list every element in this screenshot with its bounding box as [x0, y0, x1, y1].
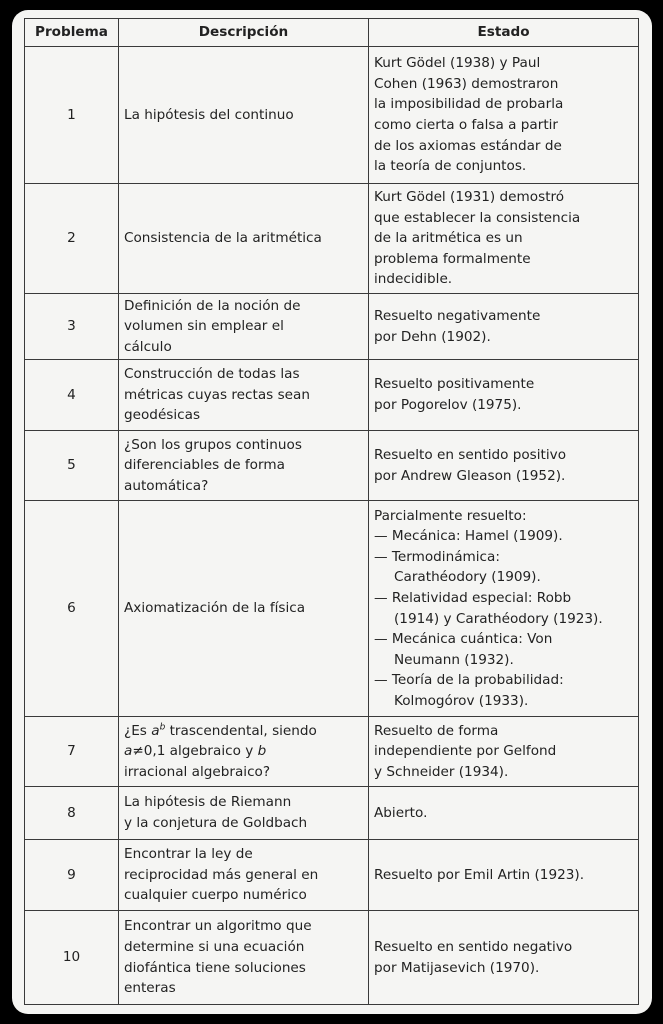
status-line: Resuelto en sentido positivo	[374, 446, 567, 463]
table-row	[25, 501, 639, 717]
problem-number: 8	[25, 787, 119, 840]
description-line: ¿Son los grupos continuos	[124, 436, 302, 453]
status-line: indecidible.	[374, 271, 453, 288]
status-item: — Relatividad especial: Robb	[374, 589, 572, 606]
problem-description	[119, 360, 369, 431]
description-line: diferenciables de forma	[124, 457, 285, 474]
problem-status	[369, 717, 639, 787]
table-row	[25, 294, 639, 360]
description-line: reciprocidad más general en	[124, 866, 319, 883]
description-line: cálculo	[124, 338, 172, 355]
description-line: determine si una ecuación	[124, 938, 305, 955]
description-line: enteras	[124, 980, 176, 997]
problem-description: Axiomatización de la física	[119, 501, 369, 717]
status-item: — Mecánica cuántica: Von	[374, 631, 553, 648]
description-line: irracional algebraico?	[124, 763, 271, 780]
status-line: Resuelto en sentido negativo	[374, 938, 573, 955]
problem-description	[119, 787, 369, 840]
problem-number: 9	[25, 840, 119, 911]
description-line: Encontrar un algoritmo que	[124, 918, 312, 935]
status-line: Resuelto negativamente	[374, 307, 541, 324]
description-line: Encontrar la ley de	[124, 846, 253, 863]
status-line: que establecer la consistencia	[374, 209, 581, 226]
status-line: Resuelto positivamente	[374, 376, 535, 393]
problem-description	[119, 840, 369, 911]
status-item: — Mecánica: Hamel (1909).	[374, 528, 563, 545]
status-line: por Pogorelov (1975).	[374, 397, 522, 413]
description-line: métricas cuyas rectas sean	[124, 386, 310, 403]
status-item-cont: Carathéodory (1909).	[394, 569, 541, 586]
status-line: Kurt Gödel (1931) demostró	[374, 189, 565, 206]
status-line: de los axiomas estándar de	[374, 137, 562, 154]
table-row	[25, 184, 639, 294]
header-estado: Estado	[369, 19, 639, 47]
problem-status	[369, 787, 639, 840]
problem-description: La hipótesis del continuo	[119, 47, 369, 184]
description-line: cualquier cuerpo numérico	[124, 887, 307, 904]
status-line: Cohen (1963) demostraron	[374, 75, 559, 92]
problem-status	[369, 911, 639, 1005]
status-item-cont: (1914) y Carathéodory (1923).	[394, 610, 603, 627]
table-row	[25, 717, 639, 787]
header-row	[25, 19, 639, 47]
status-intro: Parcialmente resuelto:	[374, 507, 527, 524]
status-line: independiente por Gelfond	[374, 743, 557, 760]
status-line: de la aritmética es un	[374, 230, 523, 247]
table-row	[25, 360, 639, 431]
header-problema: Problema	[25, 19, 119, 47]
status-line: la imposibilidad de probarla	[374, 96, 564, 113]
problem-number: 4	[25, 360, 119, 431]
problem-status	[369, 501, 639, 717]
header-descripcion: Descripción	[119, 19, 369, 47]
problem-number: 5	[25, 431, 119, 501]
status-line: Resuelto de forma	[374, 722, 499, 739]
problem-description	[119, 294, 369, 360]
problem-number: 7	[25, 717, 119, 787]
problem-status	[369, 431, 639, 501]
table-row	[25, 840, 639, 911]
status-line: por Andrew Gleason (1952).	[374, 467, 566, 484]
table-row	[25, 47, 639, 184]
problem-status	[369, 360, 639, 431]
description-line: a≠0,1 algebraico y b	[124, 743, 267, 760]
problem-number: 2	[25, 184, 119, 294]
status-item-cont: Neumann (1932).	[394, 651, 514, 668]
description-line: geodésicas	[124, 407, 201, 424]
problem-number: 1	[25, 47, 119, 184]
description-line: La hipótesis de Riemann	[124, 794, 292, 811]
problem-number: 10	[25, 911, 119, 1005]
problem-number: 3	[25, 294, 119, 360]
status-line: por Dehn (1902).	[374, 328, 491, 345]
problem-description	[119, 431, 369, 501]
description-line: ¿Es $a^b$ trascendental, siendo	[124, 722, 317, 739]
table-row	[25, 787, 639, 840]
status-line: por Matijasevich (1970).	[374, 959, 540, 976]
hilbert-problems-table	[24, 18, 639, 1005]
description-line: Construcción de todas las	[124, 366, 300, 383]
status-line: como cierta o falsa a partir	[374, 117, 559, 133]
page-frame	[12, 10, 652, 1014]
table-row	[25, 911, 639, 1005]
status-item: — Teoría de la probabilidad:	[374, 672, 564, 689]
description-line: automática?	[124, 477, 209, 494]
description-line: volumen sin emplear el	[124, 318, 284, 335]
status-line: problema formalmente	[374, 250, 531, 267]
problem-status	[369, 184, 639, 294]
description-line: y la conjetura de Goldbach	[124, 815, 308, 831]
problem-description	[119, 717, 369, 787]
table-row	[25, 431, 639, 501]
status-line: y Schneider (1934).	[374, 763, 509, 780]
status-item: — Termodinámica:	[374, 548, 500, 565]
description-line: Definición de la noción de	[124, 297, 301, 314]
problem-status	[369, 47, 639, 184]
status-line: Kurt Gödel (1938) y Paul	[374, 55, 541, 72]
status-item-cont: Kolmogórov (1933).	[394, 692, 529, 709]
description-line: diofántica tiene soluciones	[124, 959, 306, 976]
problem-description	[119, 911, 369, 1005]
problem-status	[369, 840, 639, 911]
problem-number: 6	[25, 501, 119, 717]
status-line: Resuelto por Emil Artin (1923).	[374, 866, 585, 883]
problem-description: Consistencia de la aritmética	[119, 184, 369, 294]
status-line: la teoría de conjuntos.	[374, 158, 527, 175]
problem-status	[369, 294, 639, 360]
status-line: Abierto.	[374, 804, 428, 821]
